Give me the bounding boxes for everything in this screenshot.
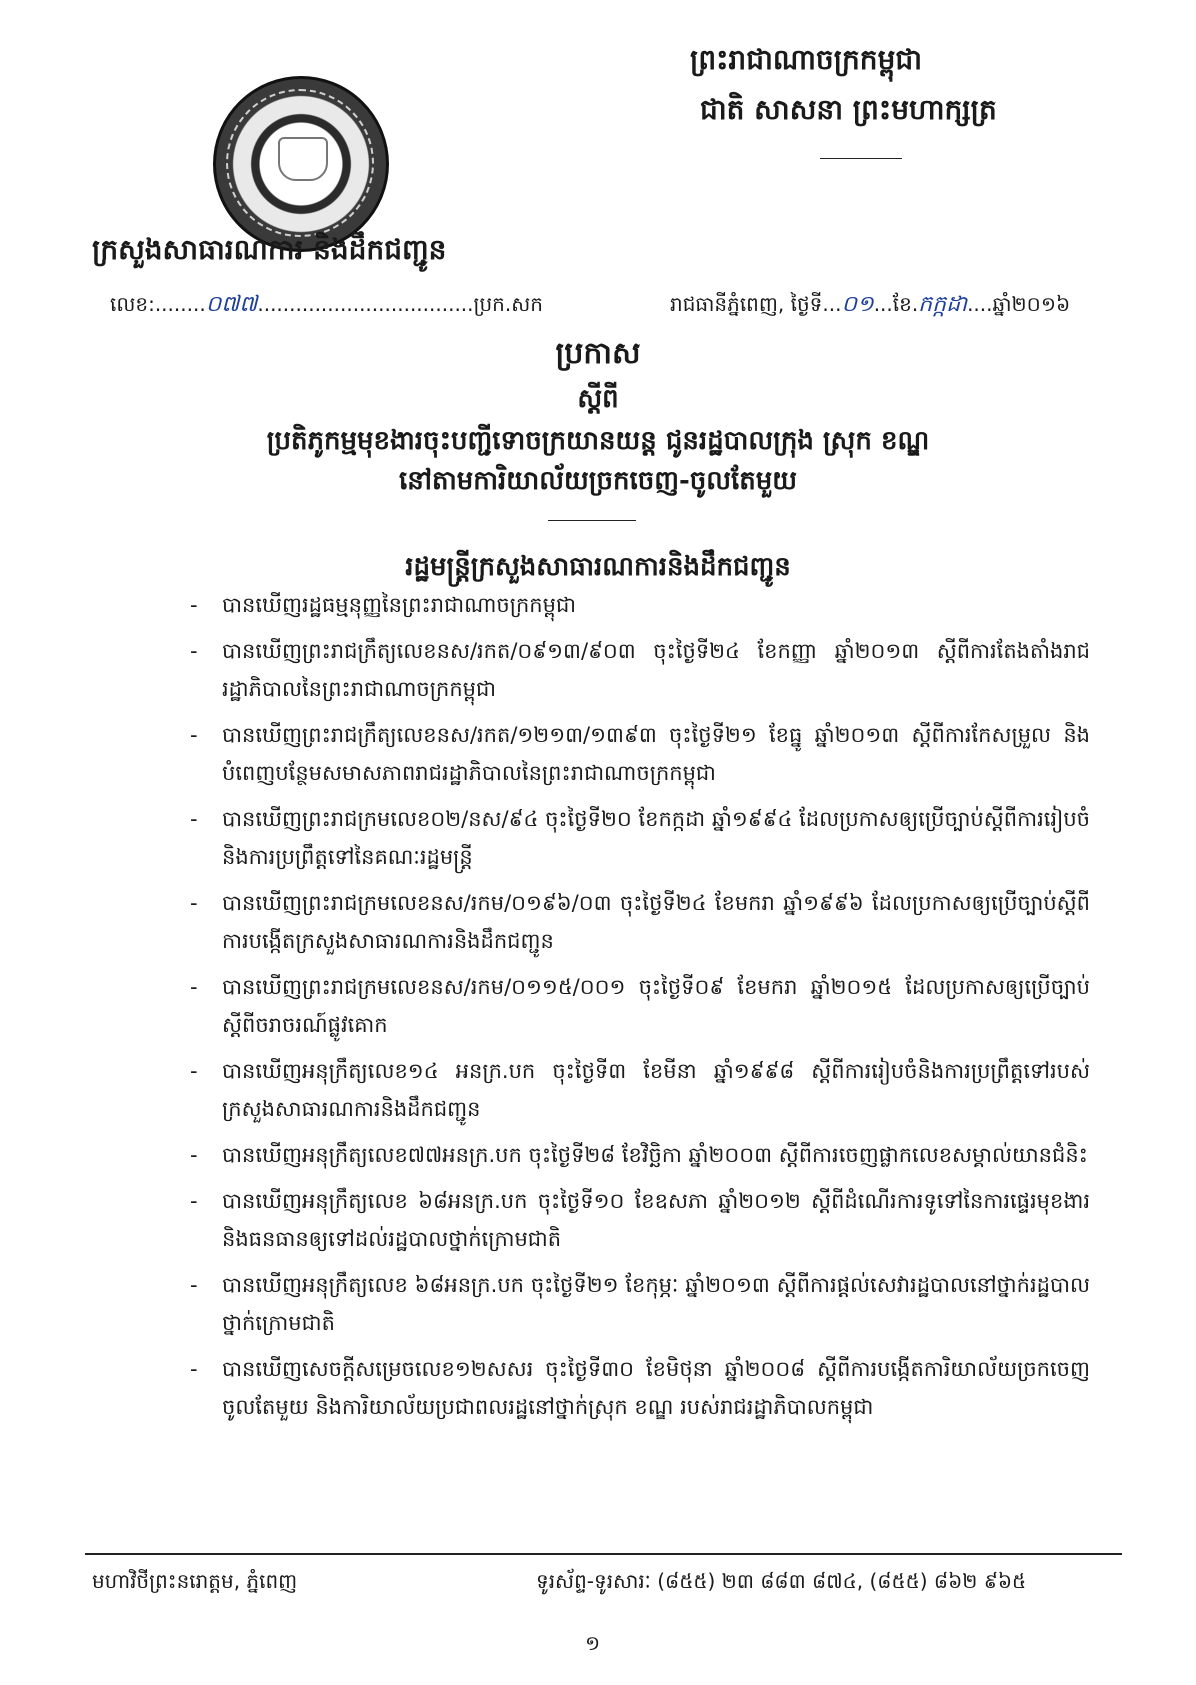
date-month-label: ខែ <box>892 292 912 316</box>
reference-number-line <box>110 290 543 322</box>
header-divider <box>820 158 902 159</box>
ref-dots: .................................. <box>257 292 474 316</box>
citation-item: - បានឃើញសេចក្តីសម្រេចលេខ១២សសរ ចុះថ្ងៃទី៣០ ខែមិថុនា ឆ្នាំ២០០៨ ស្តីពីការបង្កើតការិយាល័យច្រកចេញចូលតែមួយ និងការិយាល័យប្រជាពលរដ្ឋនៅថ្នាក់ស្រុក ខណ្ឌ របស់រាជរដ្ឋាភិបាលកម្ពុជា <box>190 1357 1090 1419</box>
kingdom-title: ព្រះរាជាណាចក្រកម្ពុជា <box>690 43 923 76</box>
ministry-seal <box>213 76 389 252</box>
footer-address: មហាវិថីព្រះនរោត្តម, ភ្នំពេញ <box>92 1569 298 1593</box>
ref-suffix: ប្រក.សក <box>473 292 543 316</box>
citation-item: - បានឃើញអនុក្រឹត្យលេខ៧៧អនក្រ.បក ចុះថ្ងៃទី២៨ ខែវិច្ឆិកា ឆ្នាំ២០០៣ ស្តីពីការចេញផ្លាកលេខសម្គាល់យានជំនិះ <box>190 1143 1088 1167</box>
minister-heading: រដ្ឋមន្ត្រីក្រសួងសាធារណការនិងដឹកជញ្ជូន <box>405 552 791 582</box>
citation-item: - បានឃើញព្រះរាជក្រឹត្យលេខនស/រកត/១២១៣/១៣៩៣ ចុះថ្ងៃទី២១ ខែធ្នូ ឆ្នាំ២០១៣ ស្តីពីការកែសម្រួល និងបំពេញបន្ថែមសមាសភាពរាជរដ្ឋាភិបាលនៃព្រះរាជាណាចក្រកម្ពុជា <box>190 723 1090 785</box>
date-line: រាជធានីភ្នំពេញ, ថ្ងៃទី...០១...ខែ.កក្កដា....ឆ្នាំ២០១៦ <box>670 292 1071 317</box>
national-motto: ជាតិ សាសនា ព្រះមហាក្សត្រ <box>700 93 997 126</box>
title-divider <box>548 520 636 521</box>
citation-item: - បានឃើញព្រះរាជក្រមលេខ០២/នស/៩៤ ចុះថ្ងៃទី២០ ខែកក្កដា ឆ្នាំ១៩៩៤ ដែលប្រកាសឲ្យប្រើច្បាប់ស្តីពីការរៀបចំនិងការប្រព្រឹត្តទៅនៃគណៈរដ្ឋមន្ត្រី <box>190 807 1090 869</box>
document-type: ប្រកាស <box>555 336 641 371</box>
page-number: ១ <box>585 1631 601 1655</box>
citation-item: - បានឃើញព្រះរាជក្រឹត្យលេខនស/រកត/០៩១៣/៩០៣ ចុះថ្ងៃទី២៤ ខែកញ្ញា ឆ្នាំ២០១៣ ស្តីពីការតែងតាំងរាជរដ្ឋាភិបាលនៃព្រះរាជាណាចក្រកម្ពុជា <box>190 639 1090 701</box>
citation-item: - បានឃើញរដ្ឋធម្មនុញ្ញនៃព្រះរាជាណាចក្រកម្ពុជា <box>190 593 576 617</box>
citation-item: - បានឃើញព្រះរាជក្រមលេខនស/រកម/០១៩៦/០៣ ចុះថ្ងៃទី២៤ ខែមករា ឆ្នាំ១៩៩៦ ដែលប្រកាសឲ្យប្រើច្បាប់ស្តីពីការបង្កើតក្រសួងសាធារណការនិងដឹកជញ្ជូន <box>190 891 1090 953</box>
citation-item: - បានឃើញអនុក្រឹត្យលេខ១៤ អនក្រ.បក ចុះថ្ងៃទី៣ ខែមីនា ឆ្នាំ១៩៩៨ ស្តីពីការរៀបចំនិងការប្រព្រឹត្តទៅរបស់ក្រសួងសាធារណការនិងដឹកជញ្ជូន <box>190 1059 1090 1121</box>
citation-item: - បានឃើញព្រះរាជក្រមលេខនស/រកម/០១១៥/០០១ ចុះថ្ងៃទី០៩ ខែមករា ឆ្នាំ២០១៥ ដែលប្រកាសឲ្យប្រើច្បាប់ស្តីពីចរាចរណ៍ផ្លូវគោក <box>190 975 1090 1037</box>
title-about: ស្តីពី <box>577 384 619 414</box>
footer-phone: ទូរស័ព្ទ-ទូរសារៈ (៨៥៥) ២៣ ៨៨៣ ៨៧៤, (៨៥៥) ៨៦២ ៩៦៥ <box>536 1569 1027 1593</box>
date-day: ០១ <box>841 292 874 317</box>
subject-line-1: ប្រតិភូកម្មមុខងារចុះបញ្ជីទោចក្រយានយន្ត ជូនរដ្ឋបាលក្រុង ស្រុក ខណ្ឌ <box>266 426 930 456</box>
footer-divider <box>85 1553 1122 1555</box>
citation-item: - បានឃើញអនុក្រឹត្យលេខ ៦៨អនក្រ.បក ចុះថ្ងៃទី២១ ខែកុម្ភៈ ឆ្នាំ២០១៣ ស្តីពីការផ្តល់សេវារដ្ឋបាលនៅថ្នាក់រដ្ឋបាលថ្នាក់ក្រោមជាតិ <box>190 1273 1090 1335</box>
ref-dots-before: ........ <box>154 292 206 316</box>
subject-line-2: នៅតាមការិយាល័យច្រកចេញ-ចូលតែមួយ <box>398 466 798 496</box>
ref-number: ០៧៧ <box>205 292 258 317</box>
date-month: កក្កដា <box>918 292 968 317</box>
citation-list <box>190 586 1090 1434</box>
citation-item: - បានឃើញអនុក្រឹត្យលេខ ៦៨អនក្រ.បក ចុះថ្ងៃទី១០ ខែឧសភា ឆ្នាំ២០១២ ស្តីពីដំណើរការទូទៅនៃការផ្ទេរមុខងារនិងធនធានឲ្យទៅដល់រដ្ឋបាលថ្នាក់ក្រោមជាតិ <box>190 1189 1090 1251</box>
ref-label: លេខ: <box>110 292 155 316</box>
ministry-name: ក្រសួងសាធារណការ និងដឹកជញ្ជូន <box>92 233 447 266</box>
date-prefix: រាជធានីភ្នំពេញ, ថ្ងៃទី <box>670 292 823 316</box>
date-year: ឆ្នាំ២០១៦ <box>992 292 1071 316</box>
seal-emblem-icon <box>278 137 328 181</box>
